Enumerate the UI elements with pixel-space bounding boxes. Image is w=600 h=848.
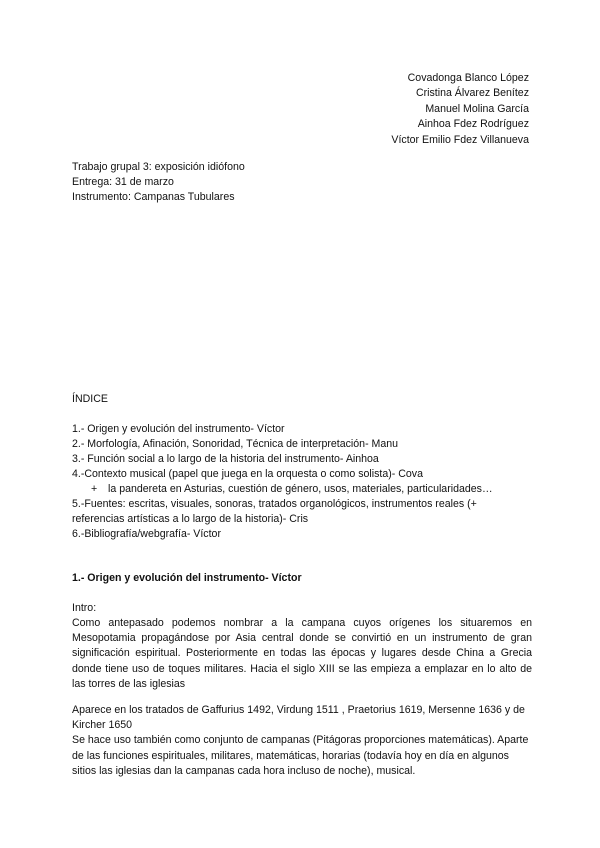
assignment-info bbox=[72, 160, 245, 205]
index-sub-item bbox=[72, 482, 532, 497]
intro-label: Intro: bbox=[72, 602, 97, 614]
index-item: 1.- Origen y evolución del instrumento- Víctor bbox=[72, 423, 285, 435]
paragraph-line: Se hace uso también como conjunto de campanas (Pitágoras proporciones matemáticas). Aparte de las funciones espirituales, militares, matemáticas, horarias (todavía hoy en día en algunos sitios las iglesias dan la campanas cada hora incluso de noche), musical. bbox=[72, 734, 529, 777]
assignment-title: Trabajo grupal 3: exposición idiófono bbox=[72, 161, 245, 173]
delivery-date: Entrega: 31 de marzo bbox=[72, 176, 174, 188]
index-item: 2.- Morfología, Afinación, Sonoridad, Técnica de interpretación- Manu bbox=[72, 438, 399, 450]
paragraph-line: Aparece en los tratados de Gaffurius 1492, Virdung 1511 , Praetorius 1619, Mersenne 1636 y de Kircher 1650 bbox=[72, 704, 525, 732]
index-sub-item-text: la pandereta en Asturias, cuestión de género, usos, materiales, particularidades… bbox=[108, 483, 493, 495]
treatises-paragraph bbox=[72, 703, 532, 779]
index-item: 4.-Contexto musical (papel que juega en la orquesta o como solista)- Cova bbox=[72, 468, 423, 480]
intro-paragraph: Como antepasado podemos nombrar a la campana cuyos orígenes los situaremos en Mesopotamia propagándose por Asia central donde se convirtió en un instrumento de gran significación espiritual. Posteriormente en todas las épocas y lugares desde China a Grecia donde tiene uso de toques militares. Hacia el siglo XIII se las empieza a emplazar en lo alto de las torres de las iglesias bbox=[72, 617, 532, 690]
author-name: Víctor Emilio Fdez Villanueva bbox=[391, 133, 529, 146]
index-heading: ÍNDICE bbox=[72, 393, 108, 405]
author-name: Cristina Álvarez Benítez bbox=[415, 87, 529, 100]
index-item: 6.-Bibliografía/webgrafía- Víctor bbox=[72, 528, 221, 540]
author-name: Covadonga Blanco López bbox=[407, 72, 529, 84]
author-list bbox=[391, 71, 529, 148]
index-list bbox=[72, 422, 532, 542]
author-name: Manuel Molina García bbox=[425, 102, 529, 115]
plus-bullet-icon: + bbox=[91, 483, 98, 495]
instrument-name: Instrumento: Campanas Tubulares bbox=[72, 191, 235, 203]
index-item: 5.-Fuentes: escritas, visuales, sonoras, tratados organológicos, instrumentos reales (+ referencias artísticas a lo largo de la historia)- Cris bbox=[72, 498, 477, 525]
author-name: Ainhoa Fdez Rodríguez bbox=[417, 118, 529, 131]
index-item: 3.- Función social a lo largo de la historia del instrumento- Ainhoa bbox=[72, 453, 379, 465]
section-heading: 1.- Origen y evolución del instrumento- Víctor bbox=[72, 572, 302, 584]
